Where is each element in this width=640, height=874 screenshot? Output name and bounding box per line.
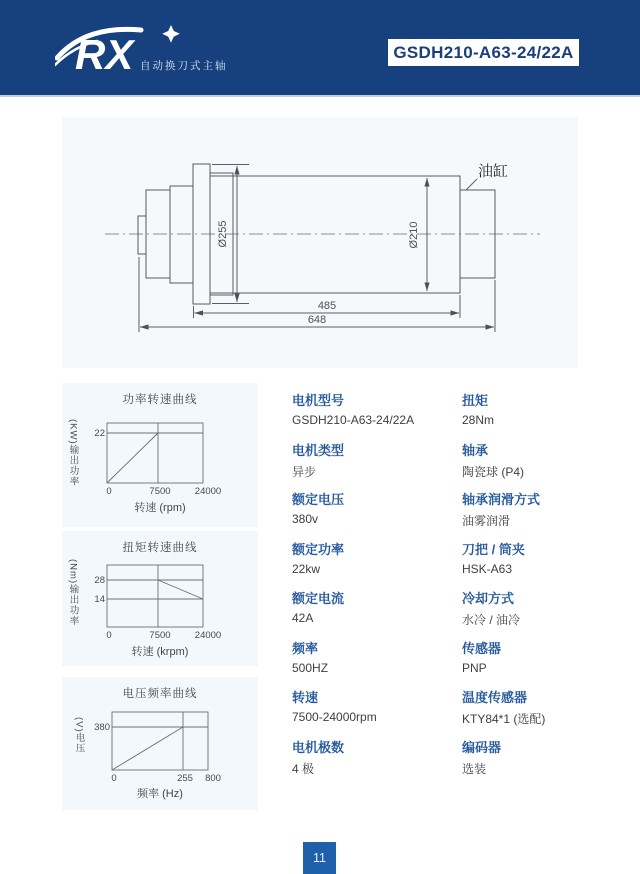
y-axis-label: (V)电压 xyxy=(73,717,85,754)
spec-value: KTY84*1 (选配) xyxy=(462,712,546,726)
spec-value: 7500-24000rpm xyxy=(292,710,377,724)
spec-value: 380v xyxy=(292,512,319,526)
oil-cylinder-label: 油缸 xyxy=(478,163,509,180)
x-tick: 0 xyxy=(106,630,112,641)
torque-curve xyxy=(158,580,203,599)
spec-label: 额定电流 xyxy=(292,591,345,606)
spec-value: 选装 xyxy=(462,761,487,776)
y-axis-label: (Nm)输出功率 xyxy=(67,559,79,627)
spec-row xyxy=(462,440,634,490)
spec-value: 22kw xyxy=(292,561,321,576)
header-bar xyxy=(0,0,640,97)
page-number-badge xyxy=(303,842,336,874)
spec-column-left xyxy=(292,390,457,786)
chart-title: 功率转速曲线 xyxy=(122,394,198,406)
brand-tagline: 自动换刀式主轴 xyxy=(140,60,228,72)
spec-row xyxy=(292,687,457,737)
spec-label: 额定电压 xyxy=(292,492,345,507)
spec-label: 电机型号 xyxy=(292,393,345,408)
power-speed-plot xyxy=(62,383,258,527)
spec-label: 扭矩 xyxy=(462,393,489,408)
spec-row xyxy=(462,588,634,638)
x-tick: 800 xyxy=(205,773,221,784)
spec-value: 油雾润滑 xyxy=(462,514,511,528)
spec-row xyxy=(462,390,634,440)
x-axis-label: 转速 (rpm) xyxy=(134,502,186,514)
drawing-panel xyxy=(62,117,578,368)
x-tick: 0 xyxy=(111,773,117,784)
spec-value: 4 极 xyxy=(292,761,315,776)
spec-row xyxy=(462,489,634,539)
spec-row xyxy=(292,737,457,787)
spec-label: 额定功率 xyxy=(292,541,345,557)
voltage-frequency-chart xyxy=(62,677,258,810)
torque-speed-chart xyxy=(62,531,258,666)
torque-speed-plot xyxy=(62,531,258,666)
spec-label: 转速 xyxy=(292,690,319,705)
len-body-label: 485 xyxy=(317,300,337,312)
spec-label: 电机极数 xyxy=(292,739,345,755)
spec-value: 500HZ xyxy=(292,660,329,675)
spec-value: GSDH210-A63-24/22A xyxy=(292,413,415,427)
y-tick: 28 xyxy=(94,575,105,586)
y-axis-label: (KW)输出功率 xyxy=(67,419,79,487)
power-speed-chart xyxy=(62,383,258,527)
spec-label: 轴承 xyxy=(462,442,489,458)
spec-row xyxy=(462,687,634,737)
spec-row xyxy=(292,489,457,539)
spec-label: 刀把 / 筒夹 xyxy=(462,541,525,557)
logo-text: RX xyxy=(75,31,134,77)
spec-label: 频率 xyxy=(292,640,319,656)
spec-row xyxy=(292,440,457,490)
x-axis-label: 频率 (Hz) xyxy=(137,788,183,800)
spec-row xyxy=(292,390,457,440)
x-tick: 7500 xyxy=(149,630,171,641)
oil-cylinder-leader xyxy=(466,179,477,190)
spec-row xyxy=(292,638,457,688)
spec-value: 水冷 / 油冷 xyxy=(462,613,521,627)
spec-row xyxy=(462,638,634,688)
power-curve xyxy=(107,433,158,483)
spec-row xyxy=(462,737,634,787)
spec-column-right xyxy=(462,390,634,786)
spec-label: 编码器 xyxy=(462,739,502,755)
spec-label: 电机类型 xyxy=(292,442,345,458)
len-overall-label: 648 xyxy=(307,314,327,326)
x-tick: 24000 xyxy=(194,630,222,641)
chart-title: 电压频率曲线 xyxy=(122,688,198,700)
spec-label: 冷却方式 xyxy=(462,591,515,606)
spec-value: PNP xyxy=(462,660,487,675)
spindle-drawing-svg xyxy=(62,117,578,368)
spec-value: 42A xyxy=(292,611,314,625)
spec-value: 陶瓷球 (P4) xyxy=(462,464,525,479)
logo-sparkle-icon xyxy=(162,25,180,43)
spec-value: 28Nm xyxy=(462,413,495,427)
x-tick: 7500 xyxy=(149,486,171,497)
spec-row xyxy=(292,539,457,589)
spec-row xyxy=(292,588,457,638)
y-tick: 14 xyxy=(94,594,105,605)
voltage-frequency-plot xyxy=(62,677,258,810)
x-tick: 24000 xyxy=(194,486,222,497)
page-number: 11 xyxy=(313,851,326,865)
model-title: GSDH210-A63-24/22A xyxy=(393,42,574,62)
dia-flange-label: Ø255 xyxy=(217,220,229,248)
y-tick: 380 xyxy=(94,722,110,733)
x-tick: 255 xyxy=(177,773,193,784)
spec-label: 传感器 xyxy=(462,640,502,656)
voltage-curve xyxy=(112,727,183,770)
spec-value: 异步 xyxy=(292,464,317,479)
model-title-box xyxy=(388,39,579,66)
x-tick: 0 xyxy=(106,486,112,497)
chart-title: 扭矩转速曲线 xyxy=(122,542,198,554)
spec-label: 轴承润滑方式 xyxy=(462,492,541,507)
spec-value: HSK-A63 xyxy=(462,561,513,576)
spec-label: 温度传感器 xyxy=(462,690,528,705)
dia-body-label: Ø210 xyxy=(408,221,420,249)
y-tick: 22 xyxy=(94,428,105,439)
spec-row xyxy=(462,539,634,589)
x-axis-label: 转速 (krpm) xyxy=(131,646,189,658)
